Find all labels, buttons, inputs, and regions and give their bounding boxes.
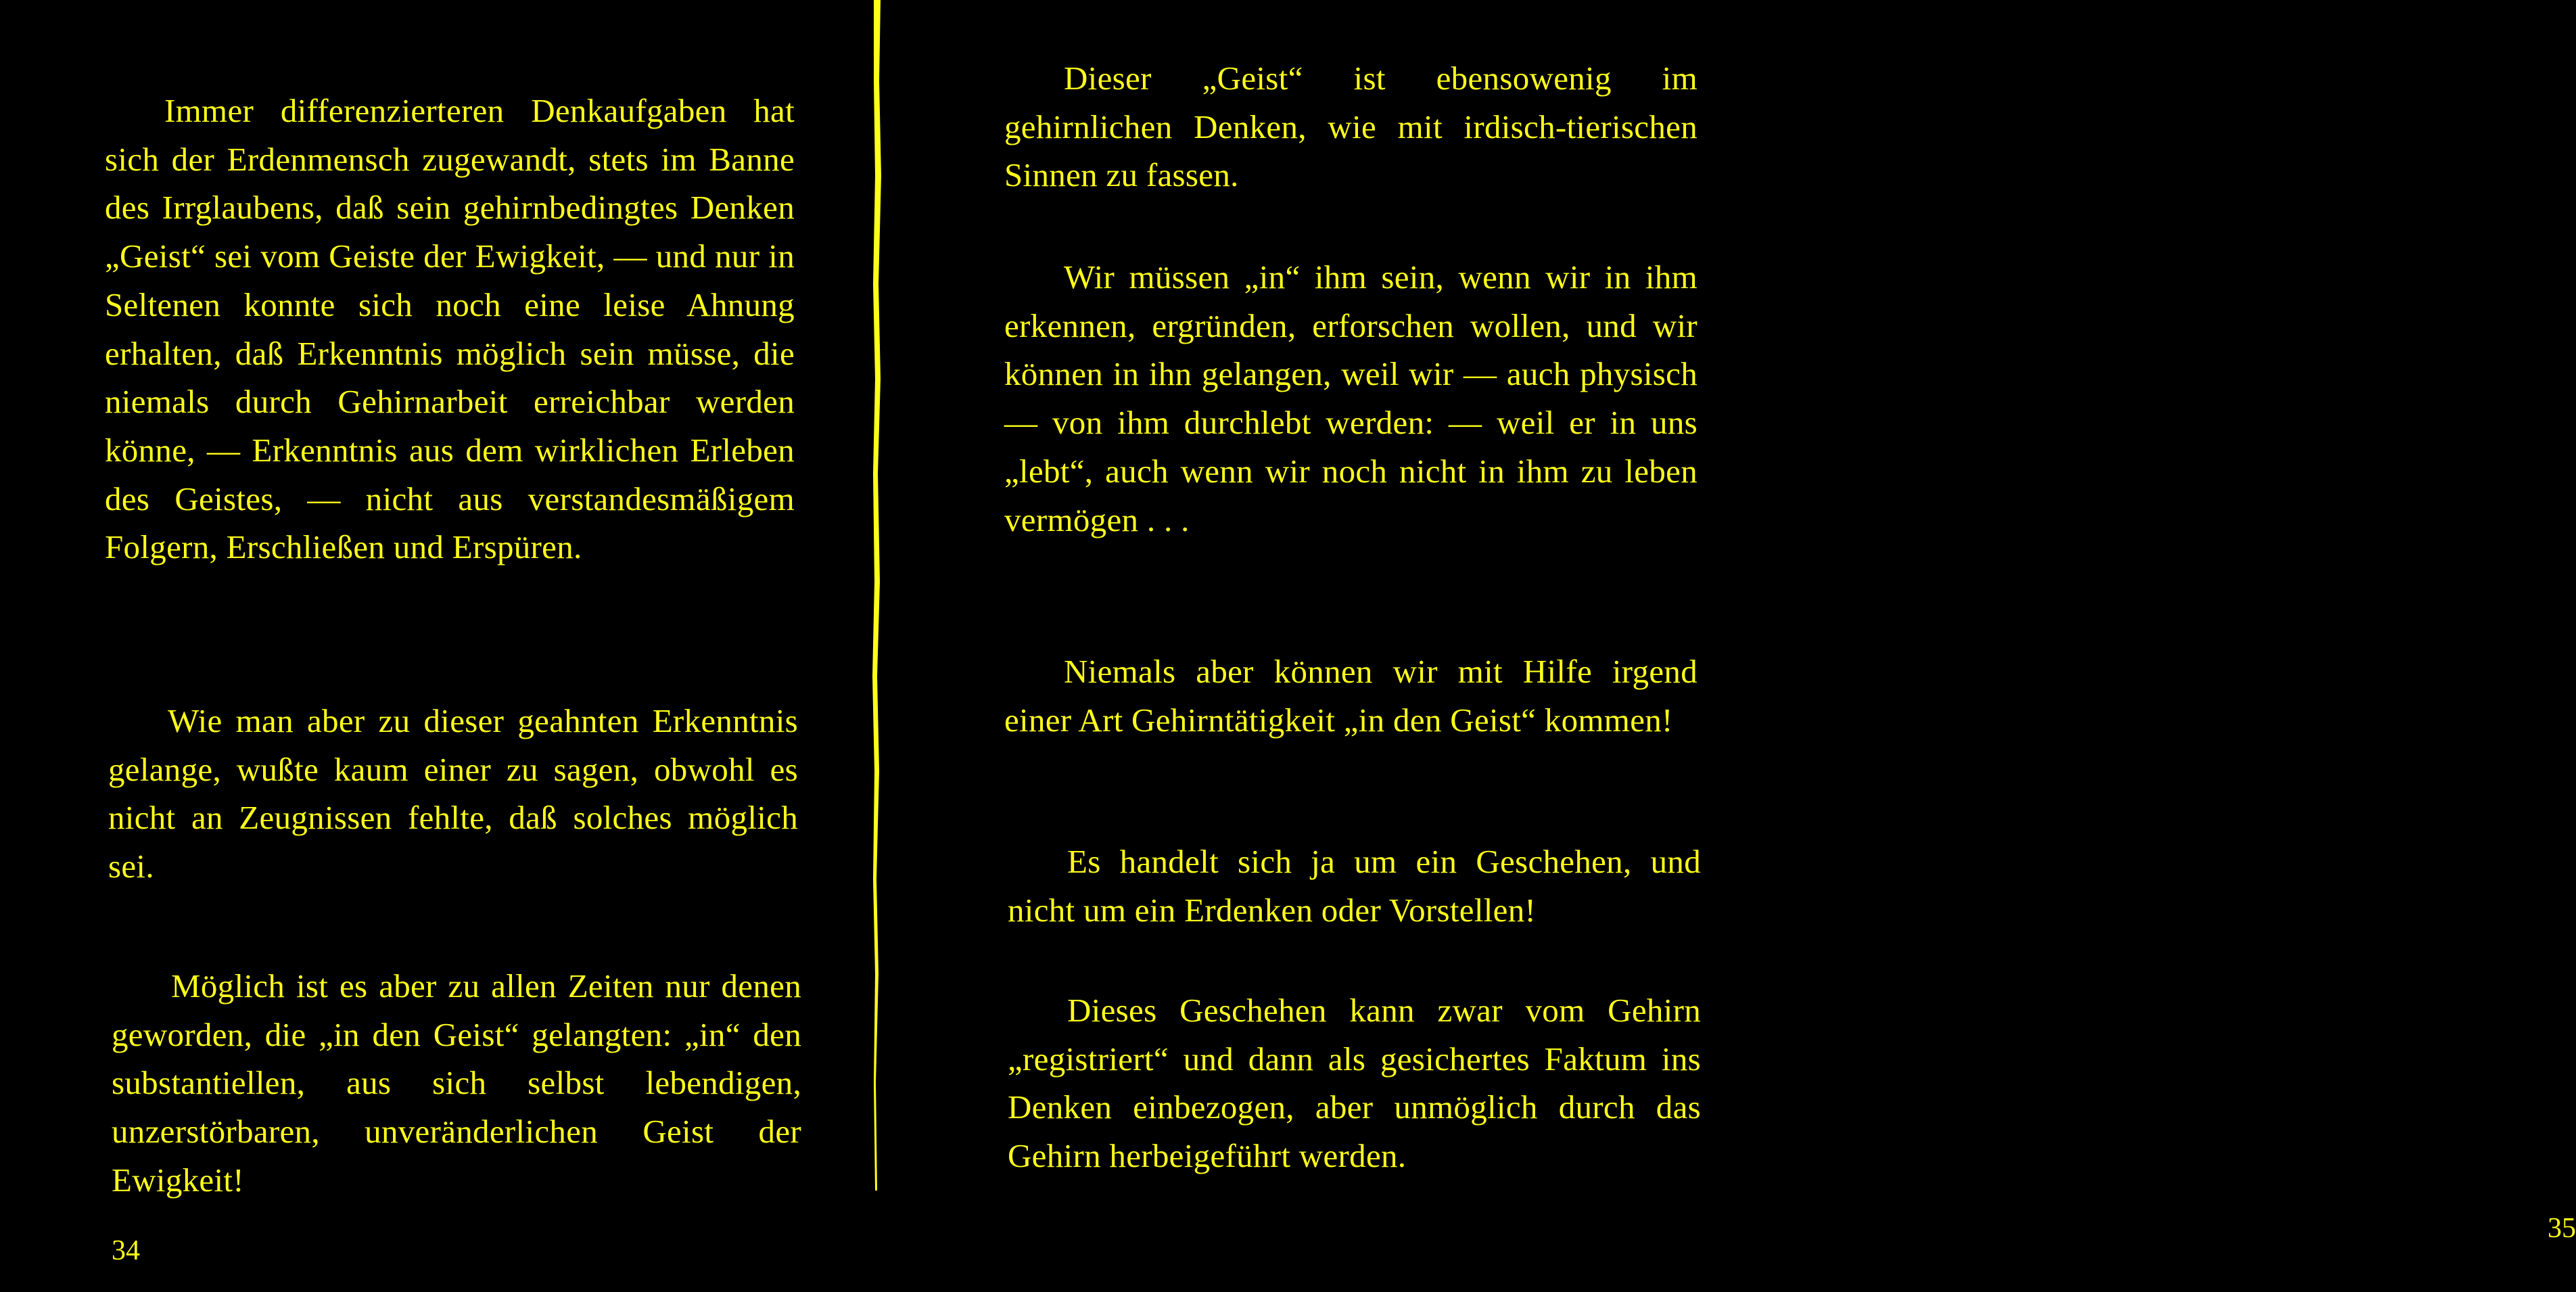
paragraph: Wie man aber zu dieser geahnten Erkenntnis gelange, wußte kaum einer zu sagen, obwohl es nicht an Zeugnissen fehlte, daß solches möglich sei.	[108, 702, 798, 885]
paragraph: Es handelt sich ja um ein Geschehen, und nicht um ein Erdenken oder Vorstellen!	[1008, 843, 1701, 929]
page-number: 35	[2548, 1213, 2576, 1244]
page-number: 34	[112, 1235, 140, 1266]
paragraph: Niemals aber können wir mit Hilfe irgend einer Art Gehirntätigkeit „in den Geist“ kommen!	[1004, 653, 1697, 739]
right-page	[879, 0, 2576, 1292]
paragraph: Dieses Geschehen kann zwar vom Gehirn „registriert“ und dann als gesichertes Faktum ins Denken einbezogen, aber unmöglich durch das Gehirn herbeigeführt werden.	[1008, 992, 1701, 1175]
left-page	[0, 0, 869, 1292]
paragraph: Wir müssen „in“ ihm sein, wenn wir in ihm erkennen, ergründen, erforschen wollen, und wir können in ihn gelangen, weil wir — auch physisch — von ihm durchlebt werden: — weil er in uns „lebt“, auch wenn wir noch nicht in ihm zu leben vermögen . . .	[1004, 258, 1697, 538]
paragraph: Dieser „Geist“ ist ebensowenig im gehirnlichen Denken, wie mit irdisch-tierischen Sinnen zu fassen.	[1004, 60, 1697, 194]
paragraph: Immer differenzierteren Denkaufgaben hat sich der Erdenmensch zugewandt, stets im Banne des Irrglaubens, daß sein gehirnbedingtes Denken „Geist“ sei vom Geiste der Ewigkeit, — und nur in Seltenen konnte sich noch eine leise Ahnung erhalten, daß Erkenntnis möglich sein müsse, die niemals durch Gehirnarbeit erreichbar werden könne, — Erkenntnis aus dem wirklichen Erleben des Geistes, — nicht aus verstandesmäßigem Folgern, Erschließen und Erspüren.	[105, 92, 795, 566]
paragraph: Möglich ist es aber zu allen Zeiten nur denen geworden, die „in den Geist“ gelangten: „in“ den substantiellen, aus sich selbst lebendigen, unzerstörbaren, unveränderlichen Geist der Ewigkeit!	[112, 967, 801, 1199]
